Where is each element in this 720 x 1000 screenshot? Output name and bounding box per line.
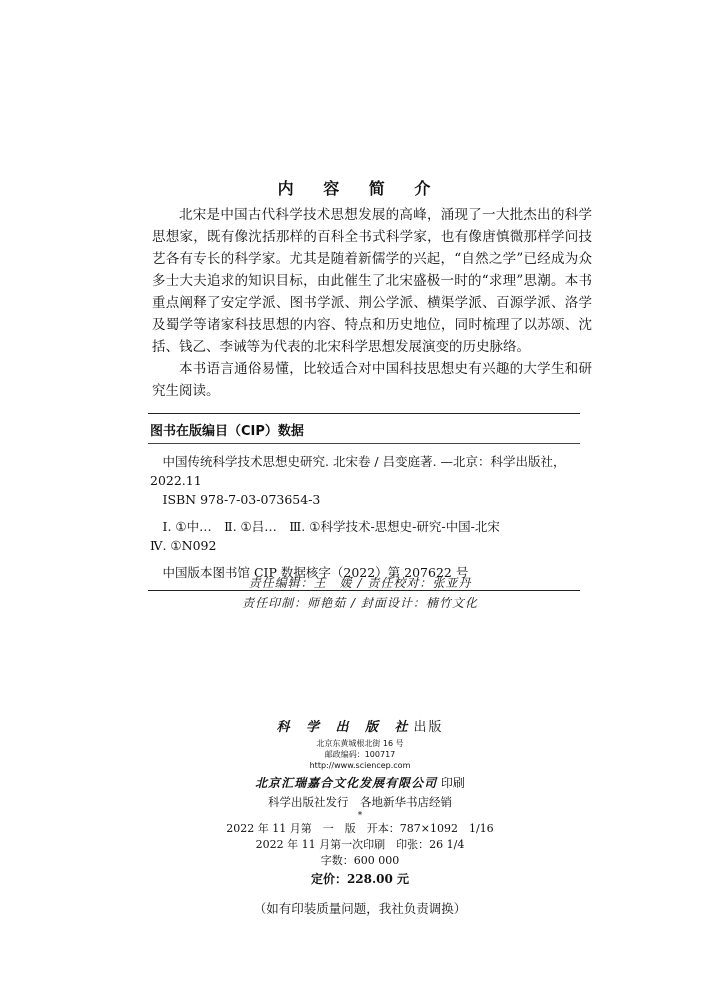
cip-classification: Ⅰ. ①中… Ⅱ. ①吕… Ⅲ. ①科学技术-思想史-研究-中国-北宋	[162, 519, 500, 534]
cip-citation: 中国传统科学技术思想史研究. 北宋卷 / 吕变庭著. —北京：科学出版社，	[162, 454, 566, 469]
printing-line: 2022 年 11 月第一次印刷 印张：26 1/4	[255, 838, 465, 851]
printer-line	[0, 773, 720, 793]
publisher-name-line	[0, 718, 720, 738]
publisher-block	[0, 718, 720, 919]
editors-line-1: 责任编辑：王 媛 / 责任校对：张亚丹	[248, 576, 472, 590]
cip-title: 图书在版编目（CIP）数据	[148, 414, 580, 444]
summary-paragraph-1: 北宋是中国古代科学技术思想发展的高峰，涌现了一大批杰出的科学思想家，既有像沈括那样的百科全书式科学家，也有像唐慎微那样学问技艺各有专长的科学家。尤其是随着新儒学的兴起，“自然之学”已经成为众多士大夫追求的知识目标，由此催生了北宋盛极一时的“求理”思潮。本书重点阐释了安定学派、图书学派、荆公学派、横渠学派、百源学派、洛学及蜀学等诸家科技思想的内容、特点和历史地位，同时梳理了以苏颂、沈括、钱乙、李诫等为代表的北宋科学思想发展演变的历史脉络。	[152, 207, 592, 355]
cip-citation-cont: 2022.11	[150, 473, 202, 488]
publisher-postcode: 邮政编码：100717	[324, 750, 396, 759]
cip-block	[148, 413, 580, 591]
editors-line-2: 责任印制：师艳茹 / 封面设计：楠竹文化	[242, 596, 478, 610]
edition-line: 2022 年 11 月第 一 版 开本：787×1092 1/16	[226, 822, 494, 835]
cip-number: 中国版本图书馆 CIP 数据核字（2022）第 207622 号	[162, 565, 469, 580]
word-count: 字数：600 000	[320, 854, 400, 867]
price: 定价：228.00 元	[310, 872, 410, 886]
editors-block	[0, 573, 720, 613]
publisher-address: 北京东黄城根北街 16 号	[316, 739, 404, 748]
publisher-name: 科 学 出 版 社	[276, 720, 414, 735]
publisher-website: http://www.sciencep.com	[309, 761, 411, 770]
summary-paragraph-2: 本书语言通俗易懂，比较适合对中国科技思想史有兴趣的大学生和研究生阅读。	[152, 361, 592, 399]
distribution: 科学出版社发行 各地新华书店经销	[268, 795, 452, 809]
quality-note: （如有印装质量问题，我社负责调换）	[253, 901, 467, 916]
cip-classification-cont: Ⅳ. ①N092	[150, 538, 217, 553]
cip-isbn: ISBN 978-7-03-073654-3	[162, 492, 321, 507]
summary-text	[152, 204, 592, 402]
summary-heading: 内 容 简 介	[277, 179, 443, 198]
printer-suffix: 印刷	[440, 776, 465, 790]
separator-star: *	[357, 811, 363, 821]
cip-body	[148, 444, 580, 590]
printer-name: 北京汇瑞嘉合文化发展有限公司	[255, 776, 438, 790]
publisher-suffix: 出版	[413, 720, 444, 735]
